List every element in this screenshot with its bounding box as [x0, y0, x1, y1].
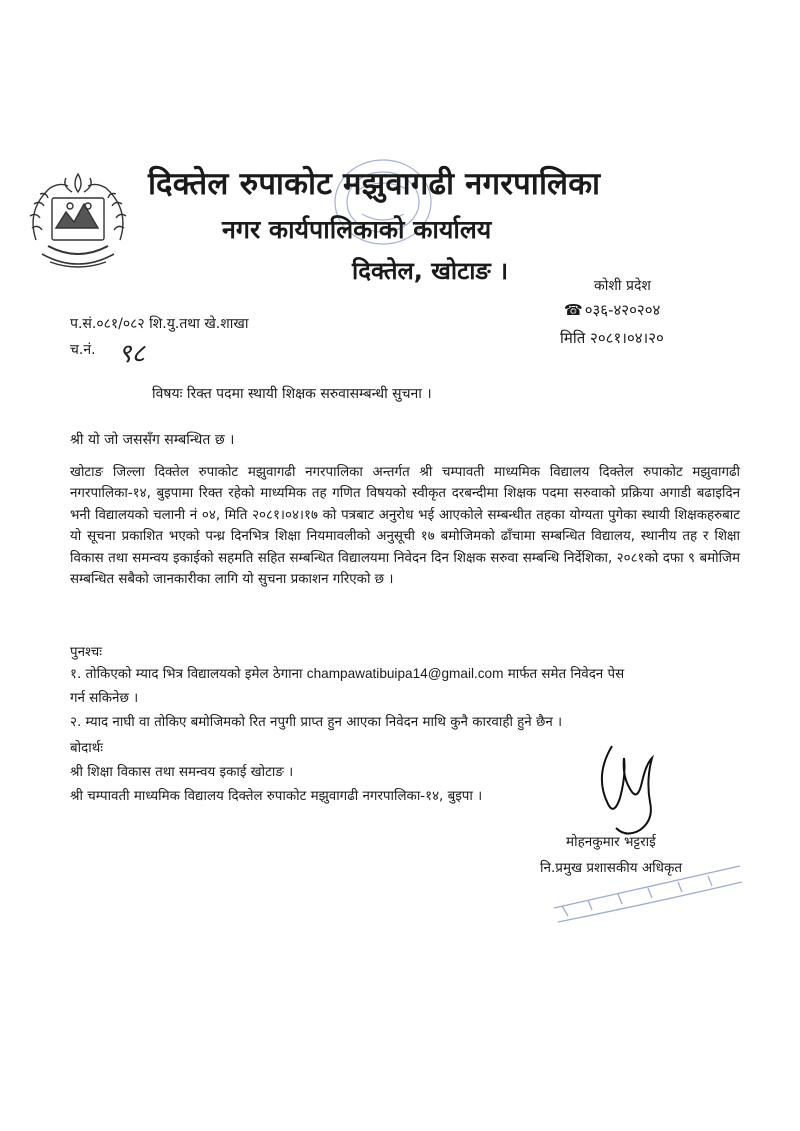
phone-number	[564, 300, 660, 320]
copy-to-item-1: श्री शिक्षा विकास तथा समन्वय इकाई खोटाङ ।	[70, 765, 294, 780]
postscript-point-1	[70, 664, 624, 682]
handwritten-signature	[590, 738, 670, 838]
municipality-name: दिक्तेल रुपाकोट मझुवागढी नगरपालिका	[148, 166, 601, 202]
letter-addressee: श्री यो जो जससँग सम्बन्धित छ ।	[70, 432, 235, 448]
reference-number: प.सं.०८१/०८२ शि.यु.तथा खे.शाखा	[70, 316, 249, 332]
copy-to-item-2: श्री चम्पावती माध्यमिक विद्यालय दिक्तेल रुपाकोट मझुवागढी नगरपालिका-१४, बुइपा ।	[70, 789, 483, 804]
nepal-emblem-icon	[22, 168, 134, 276]
office-name: नगर कार्यपालिकाको कार्यालय	[222, 215, 492, 244]
letter-subject: विषयः रिक्त पदमा स्थायी शिक्षक सरुवासम्बन्धी सुचना ।	[152, 386, 432, 402]
chalani-label: च.नं.	[70, 342, 96, 358]
signer-title: नि.प्रमुख प्रशासकीय अधिकृत	[540, 860, 683, 876]
province-name: कोशी प्रदेश	[594, 278, 651, 294]
point-1-suffix: मार्फत समेत निवेदन पेस	[507, 667, 625, 682]
designation-stamp	[548, 848, 748, 930]
postscript-point-1-continued: गर्न सकिनेछ ।	[70, 691, 139, 706]
postscript-point-2: २. म्याद नाघी वा तोकिए बमोजिमको रित नपुगी प्राप्त हुन आएका निवेदन माथि कुनै कारवाही हुने छैन ।	[70, 715, 563, 730]
postscript-label: पुनश्चः	[70, 645, 102, 660]
school-email: champawatibuipa14@gmail.com	[306, 666, 504, 681]
chalani-number: ९८	[118, 339, 146, 369]
signer-name: मोहनकुमार भट्टराई	[566, 834, 656, 850]
office-location: दिक्तेल, खोटाङ ।	[352, 257, 509, 285]
letter-date: मिति २०८१।०४।२०	[560, 329, 664, 347]
letter-body: खोटाङ जिल्ला दिक्तेल रुपाकोट मझुवागढी नगरपालिका अन्तर्गत श्री चम्पावती माध्यमिक विद्यालय दिक्तेल रुपाकोट मझुवागढी नगरपालिका-१४, बुइपामा रिक्त रहेको माध्यमिक तह गणित विषयको स्वीकृत दरबन्दीमा शिक्षक पदमा सरुवाको प्रक्रिया अगाडी बढाइदिन भनी विद्यालयको चलानी नं ०४, मिति २०८१।०४।१७ को पत्रबाट अनुरोध भई आएकोले सम्बन्धीत तहका योग्यता पुगेका स्थायी शिक्षकहरुबाट यो सूचना प्रकाशित भएको पन्ध्र दिनभित्र शिक्षा नियमावलीको अनुसूची १७ बमोजिमको ढाँचामा सम्बन्धित विद्यालय, स्थानीय तह र शिक्षा विकास तथा समन्वय इकाईको सहमति सहित सम्बन्धित विद्यालयमा निवेदन दिन शिक्षक सरुवा सम्बन्धि निर्देशिका, २०८१को दफा ९ बमोजिम सम्बन्धित सबैको जानकारीका लागि यो सुचना प्रकाशन गरिएको छ ।	[70, 465, 740, 588]
copy-to-label: बोदार्थः	[70, 741, 103, 756]
telephone-icon: ☎	[564, 301, 583, 319]
point-1-prefix: १. तोकिएको म्याद भित्र विद्यालयको इमेल ठेगाना	[70, 667, 303, 682]
phone-value: ०३६-४२०२०४	[584, 301, 661, 319]
